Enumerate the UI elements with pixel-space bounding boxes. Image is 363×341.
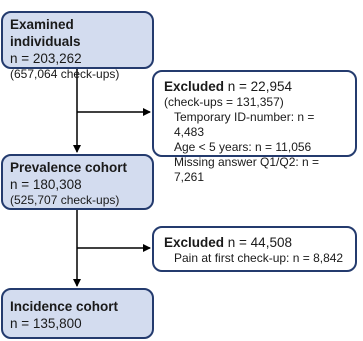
excluded-box-2	[152, 226, 357, 272]
excluded1-detail-temporary-id: Temporary ID-number: n = 4,483	[174, 110, 315, 139]
incidence-title: Incidence cohort	[10, 299, 119, 314]
excluded2-detail-pain: Pain at first check-up: n = 8,842	[174, 251, 344, 265]
prevalence-count: n = 180,308	[10, 177, 82, 192]
examined-individuals-box	[1, 11, 154, 81]
examined-checkups: (657,064 check-ups)	[10, 67, 120, 81]
incidence-count: n = 135,800	[10, 316, 82, 331]
excluded2-count: n = 44,508	[224, 235, 292, 250]
excluded1-title: Excluded	[164, 79, 225, 94]
excluded1-heading	[164, 78, 345, 95]
excluded2-title: Excluded	[164, 235, 225, 250]
excluded1-count: n = 22,954	[224, 79, 292, 94]
excluded1-detail-missing-answer: Missing answer Q1/Q2: n = 7,261	[174, 155, 320, 184]
examined-count: n = 203,262	[10, 51, 82, 66]
prevalence-cohort-box	[1, 154, 154, 210]
examined-title: Examined individuals	[10, 17, 81, 49]
prevalence-title: Prevalence cohort	[10, 160, 128, 175]
prevalence-checkups: (525,707 check-ups)	[10, 193, 120, 207]
excluded1-checkups: (check-ups = 131,357)	[164, 95, 284, 109]
excluded-box-1	[152, 70, 357, 184]
excluded2-heading	[164, 234, 345, 251]
incidence-cohort-box	[1, 288, 154, 339]
excluded1-detail-age: Age < 5 years: n = 11,056	[174, 140, 312, 154]
